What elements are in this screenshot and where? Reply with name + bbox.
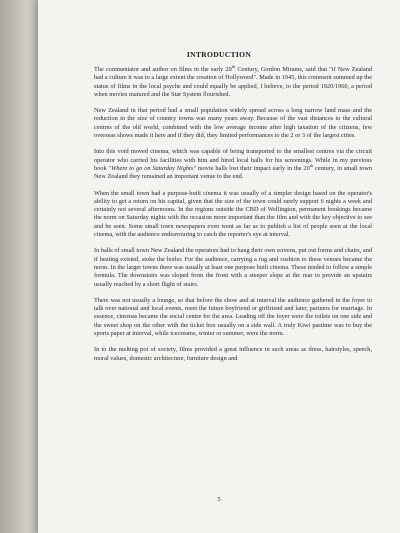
text-segment: century, in small town New Zealand they remained an important venue to the end. — [94, 164, 372, 181]
text-segment: New Zealand in that period had a small population widely spread across a long narrow land mass and the reduction in the size of country towns was many years away. Because of the vast distances to the cultural centres of the old world, combined with the low average income after high taxation of the citizens, few overseas shows made it here and if they did, they limited performances to the 2 or 3 of the largest cities. — [94, 107, 372, 140]
binding-shadow — [0, 0, 38, 533]
page-number: 5 — [217, 496, 221, 503]
text-segment: The commentator and author on films in the early 20 — [94, 66, 232, 73]
paragraph-p6 — [94, 297, 372, 338]
page-title: INTRODUCTION — [186, 50, 252, 59]
document-page — [38, 0, 400, 533]
text-segment: Century, Gordon Mirams, said that "if New Zealand had a culture it was to a large extent the creation of Hollywood". Made in 1945, this comment summed up the status of films in the local psyche and could equally be applied, I believe, to the period 1920/1960, a period when movies matured and the Star System flourished. — [94, 66, 372, 98]
paragraph-p3 — [94, 148, 372, 181]
text-segment: In to the melting pot of society, films provided a great influence in such areas as dress, hairstyles, speech, moral values, domestic architecture, furniture design and — [94, 346, 372, 362]
paragraph-p1 — [94, 63, 372, 99]
text-segment: movie halls lost their impact early in the 20 — [195, 164, 310, 172]
superscript: th — [231, 63, 236, 69]
text-segment: There was not usually a lounge, so that before the show and at interval the audience gathered in the foyer to talk over national and local events, meet the future boyfriend or girlfriend and later, partners for marriage. In essence, cinemas became the social centre for the area. Leading off the foyer were the toilets on one side and the sweet shop on the other with the ticket box usually on a side wall. A truly Kiwi pastime was to buy the sports paper at interval, while icecreams, winter or summer, were the norm. — [94, 296, 372, 338]
body-text — [94, 63, 372, 371]
paragraph-p2 — [94, 107, 372, 140]
text-segment: When the small town had a purpose-built cinema it was usually of a simpler design based on the operator's ability to get a return on his capital, given that the size of the town could rarely support 6 nights a week and certainly not several afternoons. In the regions outside the CBD of Wellington, permanent bookings became the norm on Saturday nights with the occasion more important than the film and with the key objective to see and be seen. Some small town newspapers even went as far as to publish a list of people seen at the local cinema, with the audience endeavouring to catch the reporter's eye at interval. — [94, 189, 372, 239]
paragraph-p7 — [94, 346, 372, 363]
superscript: th — [309, 162, 314, 168]
paragraph-p4 — [94, 190, 372, 240]
text-segment: Into this void moved cinema, which was capable of being transported to the smallest centres via the circuit operator who carried his facilities with him and hired local halls for his screenings. While in my previous book — [94, 148, 372, 172]
book-title: "Where to go on Saturday Nights" — [108, 164, 196, 172]
paragraph-p5 — [94, 247, 372, 288]
text-segment: In halls of small town New Zealand the operators had to hang their own screens, put out forms and chairs, and if heating existed, stoke the boiler. For the audience, carrying a rug and cushion to these venues became the norm. In the larger towns there was usually at least one purpose built cinema. These tended to follow a simple formula. The downstairs was sloped from the front with a steeper slope at the rear to provide an upstairs usually reached by a short flight of stairs. — [94, 247, 372, 288]
